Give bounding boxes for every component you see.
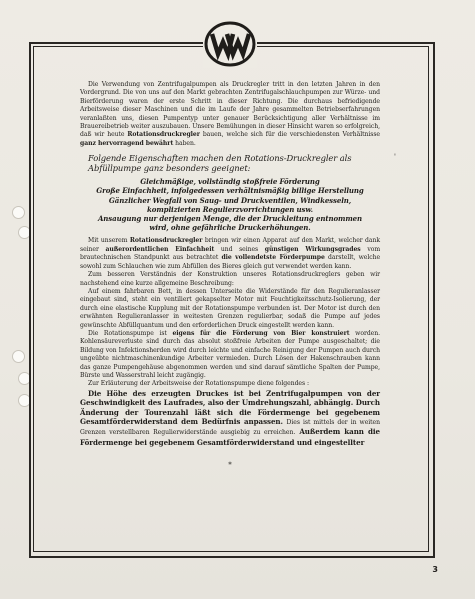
feature-line: Große Einfachheit, infolgedessen verhältnismäßig billige Herstellung (96, 186, 364, 196)
ww-brand-logo-icon (203, 20, 257, 68)
feature-line: Gleichmäßige, vollständig stoßfreie Förderung (140, 177, 320, 187)
features-heading: Folgende Eigenschaften machen den Rotations-Druckregler als Abfüllpumpe ganz besonders geeignet: (88, 153, 352, 174)
document-body (80, 81, 380, 470)
feature-line: wird, ohne gefährliche Druckerhöhungen. (149, 223, 311, 233)
feature-line: Gänzlicher Wegfall von Saug- und Druckventilen, Windkesseln, (108, 195, 352, 205)
features-list (80, 177, 380, 232)
stray-mark: ' (394, 153, 396, 161)
paragraph-pressure: Die Höhe des erzeugten Druckes ist bei Zentrifugalpumpen von der Geschwindigkeit des Laufrades, also der Umdrehungszahl, abhängig. Durch Änderung der Tourenzahl läßt sich die Fördermenge bei gegebenem Gesamtförderwiderstand dem Bedürfnis anpassen. Dies ist mittels der in weiten Grenzen verstellbaren Regulierwiderstände ausgiebig zu erreichen. Außerdem kann die Fördermenge bei gegebenem Gesamtförderwiderstand und eingestellter (80, 388, 380, 447)
paragraph-pump: Die Rotationspumpe ist eigens für die Förderung von Bier konstruiert worden. Kohlensäureverluste sind durch das absolut stoßfreie Arbeiten der Pumpe ausgeschaltet; die Bildung von Infektionsherden wird durch leichte und einfache Reinigung der Pumpen auch durch ungeübte nichtmaschinenkundige Arbeiter vermieden. Durch Lösen der Hakenschrauben kann das ganze Pumpengehäuse abgenommen werden und sind darauf sämtliche Spalten der Pumpe, Bürste und Wasserstrahl leicht zugängig. (80, 329, 380, 379)
feature-line: komplizierten Regulierzvorrichtungen usw. (147, 204, 313, 214)
paragraph-intro-description: Zum besseren Verständnis der Konstruktion unseres Rotationsdruckreglers geben wir nachstehend eine kurze allgemeine Beschreibung: (80, 271, 380, 287)
paragraph-explanation-lead: Zur Erläuterung der Arbeitsweise der Rotationspumpe diene folgendes : (88, 380, 309, 388)
intro-paragraph: Die Verwendung von Zentrifugalpumpen als Druckregler tritt in den letzten Jahren in den Vordergrund. Die von uns auf den Markt gebrachten Zentrifugalschlauchpumpen zur Würze- und Bierförderung waren der erste Schritt in dieser Richtung. Die durchaus befriedigende Arbeitsweise dieser Maschinen und die im Laufe der Jahre gesammelten Betriebserfahrungen veranlaßten uns, diesen Pumpentyp unter genauer Berücksichtigung aller Verhältnisse im Brauereibetrieb weiter auszubauen. Unsere Bemühungen in dieser Hinsicht waren so erfolgreich, daß wir heute Rotationsdruckregler bauen, welche sich für die verschiedensten Verhältnisse ganz hervorragend bewährt haben. (80, 81, 380, 147)
binder-hole (12, 350, 25, 363)
end-mark: * (228, 461, 232, 470)
page-number: 3 (432, 565, 438, 574)
binder-hole (12, 206, 25, 219)
paragraph-construction: Auf einem fahrbaren Bett, in dessen Unterseite die Widerstände für den Regulieranlasser eingebaut sind, steht ein ventiliert gekapselter Motor mit Feuchtigkeitsschutz-Isolierung, der durch eine elastische Kupplung mit der Rotationspumpe verbunden ist. Der Motor ist durch den erwähnten Regulieranlasser in weitesten Grenzen regulierbar, sodaß die Pumpe auf jedes gewünschte Abfüllquantum und den erforderlichen Druck eingestellt werden kann. (80, 287, 380, 329)
paragraph-product: Mit unserem Rotationsdruckregler bringen wir einen Apparat auf den Markt, welcher dank seiner außerordentlichen Einfachheit und seines günstigen Wirkungsgrades vom brautechnischen Standpunkt aus betrachtet die vollendetste Förderpumpe darstellt, welche sowohl zum Schlauchen wie zum Abfüllen des Bieres gleich gut verwendet werden kann. (80, 237, 381, 270)
feature-line: Ansaugung nur derjenigen Menge, die der Druckleitung entnommen (97, 214, 363, 224)
